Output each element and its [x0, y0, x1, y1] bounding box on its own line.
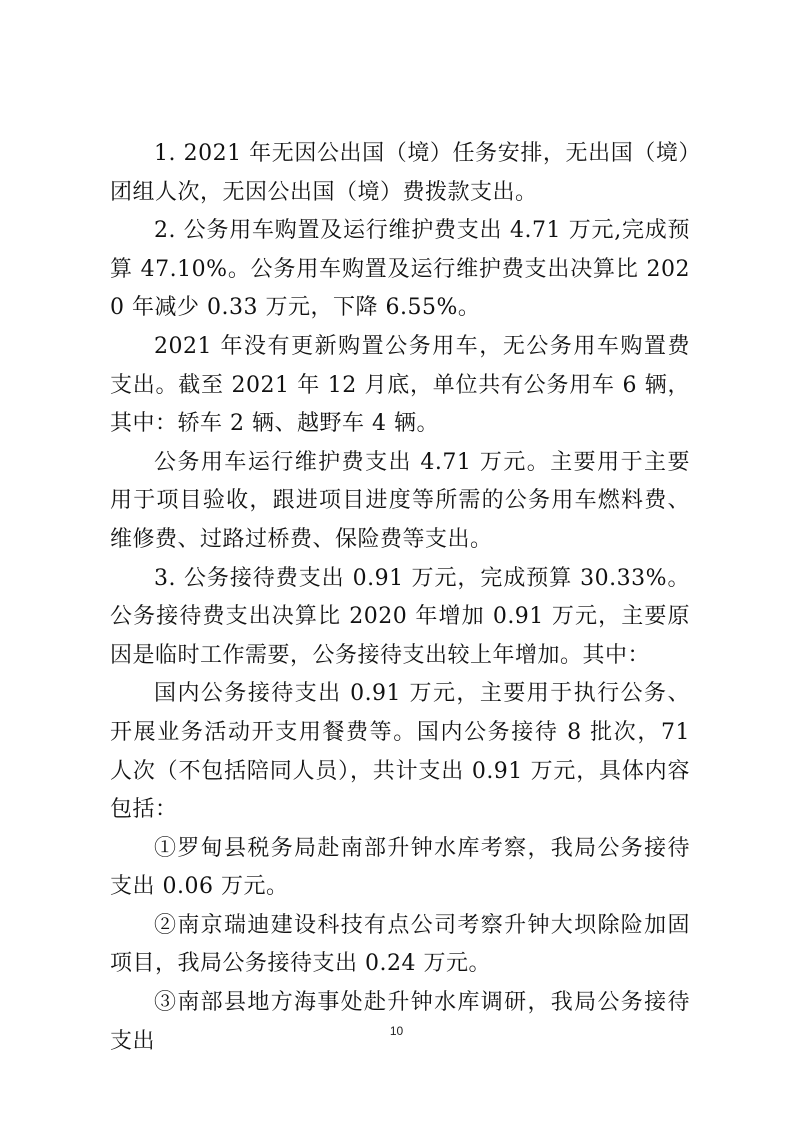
- paragraph-vehicle-expense: 2. 公务用车购置及运行维护费支出 4.71 万元,完成预算 47.10%。公务用车购置及运行维护费支出决算比 2020 年减少 0.33 万元，下降 6.55%。: [110, 218, 690, 321]
- page-number: 10: [389, 1024, 404, 1038]
- list-item: ②南京瑞迪建设科技有点公司考察升钟大坝除险加固项目，我局公务接待支出 0.24 万元。: [110, 912, 690, 977]
- paragraph-vehicle-maintenance: 公务用车运行维护费支出 4.71 万元。主要用于主要用于项目验收，跟进项目进度等所需的公务用车燃料费、维修费、过路过桥费、保险费等支出。: [110, 449, 690, 552]
- paragraph-domestic-reception: 国内公务接待支出 0.91 万元，主要用于执行公务、开展业务活动开支用餐费等。国内公务接待 8 批次，71 人次（不包括陪同人员），共计支出 0.91 万元，具体内容包括：: [110, 681, 690, 823]
- paragraph-vehicle-purchase: 2021 年没有更新购置公务用车，无公务用车购置费支出。截至 2021 年 12 月底，单位共有公务用车 6 辆，其中：轿车 2 辆、越野车 4 辆。: [110, 333, 690, 437]
- paragraph-reception-expense: 3. 公务接待费支出 0.91 万元，完成预算 30.33%。公务接待费支出决算比 2020 年增加 0.91 万元，主要原因是临时工作需要，公务接待支出较上年增加。其中：: [110, 565, 690, 668]
- body-text: [110, 135, 690, 1061]
- list-item: ③南部县地方海事处赴升钟水库调研，我局公务接待支出: [110, 990, 690, 1054]
- list-item: ①罗甸县税务局赴南部升钟水库考察，我局公务接待支出 0.06 万元。: [110, 835, 690, 900]
- paragraph-overseas-travel: 1. 2021 年无因公出国（境）任务安排，无出国（境）团组人次，无因公出国（境）费拨款支出。: [110, 141, 690, 205]
